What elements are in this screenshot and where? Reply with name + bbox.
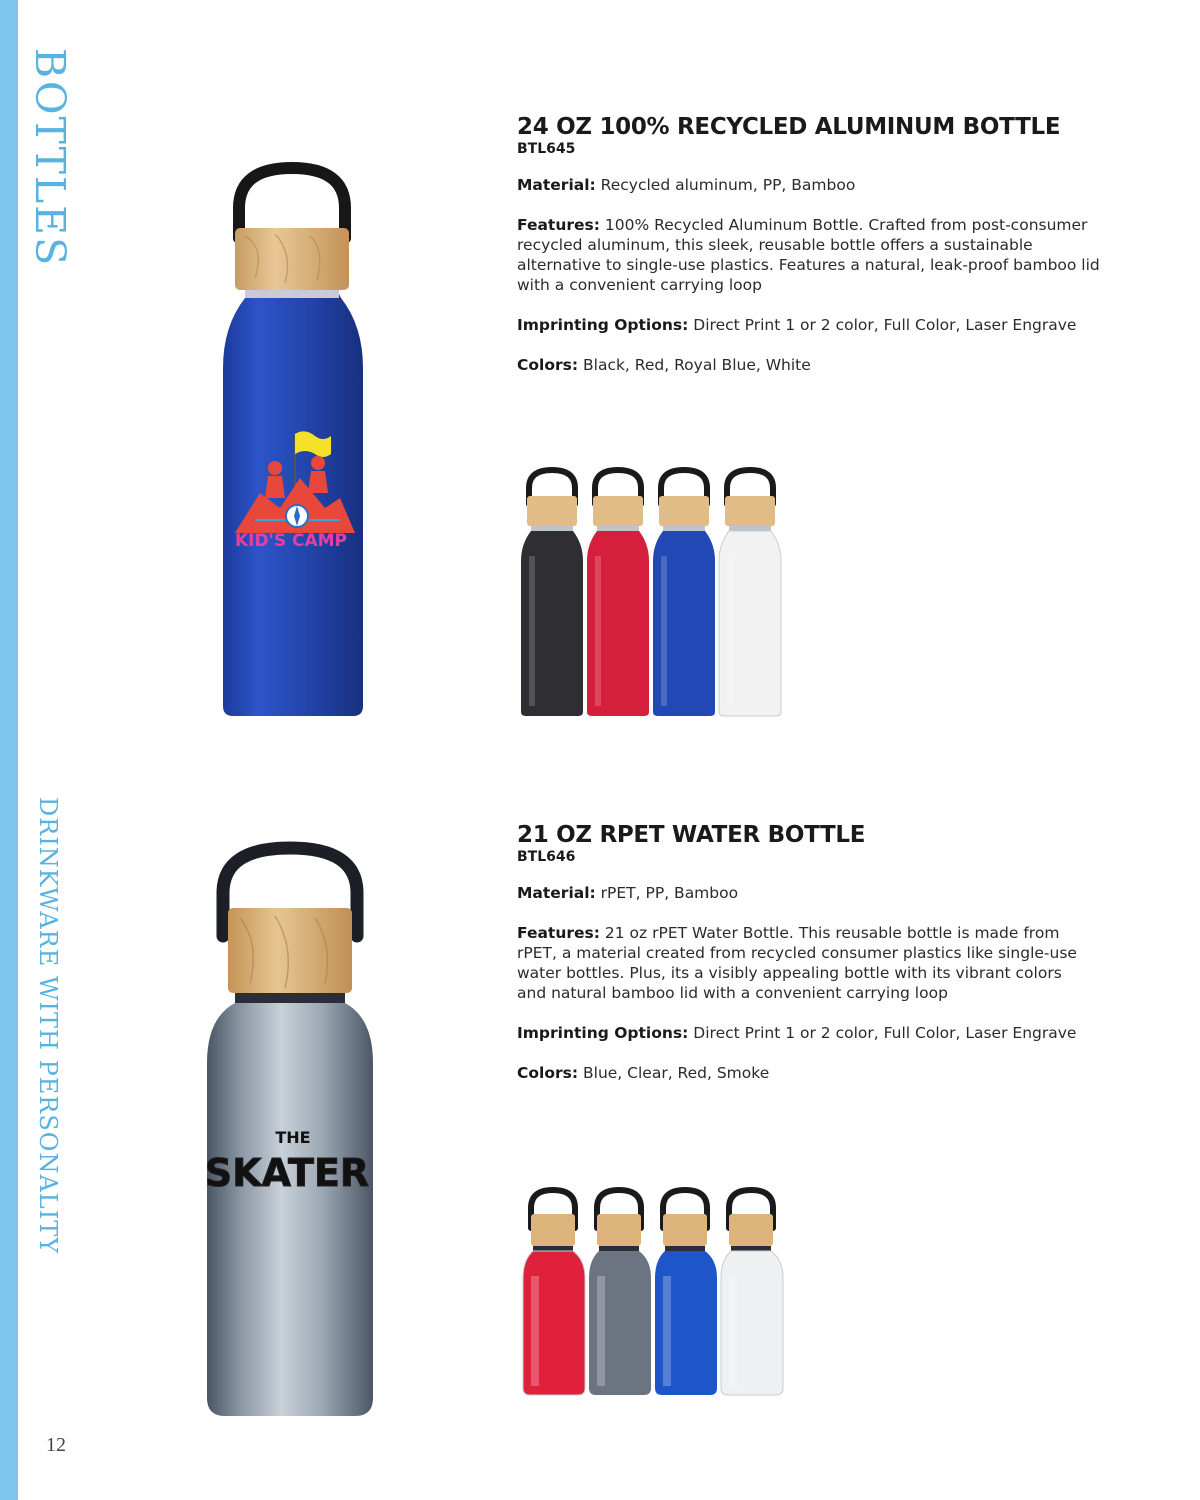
colors-label: Colors: — [517, 1064, 579, 1082]
variant-bottle — [655, 1190, 717, 1395]
catalog-tagline: DRINKWARE WITH PERSONALITY — [34, 797, 62, 1255]
colors-value: Blue, Clear, Red, Smoke — [583, 1064, 770, 1082]
material-label: Material: — [517, 884, 596, 902]
features-value: 21 oz rPET Water Bottle. This reusable bottle is made from rPET, a material created from recycled consumer plastics like single-use water bottles. Plus, its a visibly appealing bottle with its vibrant colors and natural bamboo lid with a convenient carrying loop — [517, 924, 1077, 1002]
page-number: 12 — [46, 1434, 66, 1456]
features-label: Features: — [517, 216, 600, 234]
product-title: 24 OZ 100% RECYCLED ALUMINUM BOTTLE — [517, 114, 1061, 140]
product-title: 21 OZ RPET WATER BOTTLE — [517, 822, 866, 848]
features-value: 100% Recycled Aluminum Bottle. Crafted from post-consumer recycled aluminum, this sleek, reusable bottle offers a sustainable alternative to single-use plastics. Features a natural, leak-proof bamboo lid with a convenient carrying loop — [517, 216, 1100, 294]
imprint-value: Direct Print 1 or 2 color, Full Color, Laser Engrave — [693, 1024, 1077, 1042]
colors-value: Black, Red, Royal Blue, White — [583, 356, 811, 374]
sidebar-accent-bar — [0, 0, 18, 1500]
material-label: Material: — [517, 176, 596, 194]
imprint-label: Imprinting Options: — [517, 1024, 689, 1042]
variant-bottle — [589, 1190, 651, 1395]
product-sku: BTL645 — [517, 141, 576, 157]
material-value: Recycled aluminum, PP, Bamboo — [600, 176, 856, 194]
colors-label: Colors: — [517, 356, 579, 374]
hero-logo-text: KID'S CAMP — [235, 531, 347, 551]
colors-spec — [517, 355, 1107, 375]
product-info-btl645 — [517, 114, 1107, 395]
hero-image-aluminum-bottle — [205, 158, 380, 723]
variant-bottle — [587, 470, 649, 716]
variant-bottle — [653, 470, 715, 716]
color-variants-rpet-bottle — [516, 1186, 786, 1401]
hero-logo-main: SKATER — [204, 1151, 370, 1195]
colors-spec — [517, 1063, 1077, 1083]
color-variants-aluminum-bottle — [516, 466, 786, 722]
material-spec — [517, 175, 1107, 195]
section-title: BOTTLES — [26, 48, 74, 268]
product-sku: BTL646 — [517, 849, 576, 865]
imprint-label: Imprinting Options: — [517, 316, 689, 334]
hero-logo-top: THE — [275, 1128, 311, 1147]
material-value: rPET, PP, Bamboo — [600, 884, 739, 902]
features-label: Features: — [517, 924, 600, 942]
imprint-spec — [517, 1023, 1077, 1043]
imprint-spec — [517, 315, 1107, 335]
variant-bottle — [721, 1190, 783, 1395]
product-info-btl646 — [517, 822, 1077, 1103]
imprint-value: Direct Print 1 or 2 color, Full Color, Laser Engrave — [693, 316, 1077, 334]
features-spec — [517, 923, 1077, 1003]
hero-image-rpet-bottle — [195, 838, 385, 1423]
variant-bottle — [719, 470, 781, 716]
features-spec — [517, 215, 1107, 295]
variant-bottle — [521, 470, 583, 716]
variant-bottle — [523, 1190, 585, 1395]
material-spec — [517, 883, 1077, 903]
